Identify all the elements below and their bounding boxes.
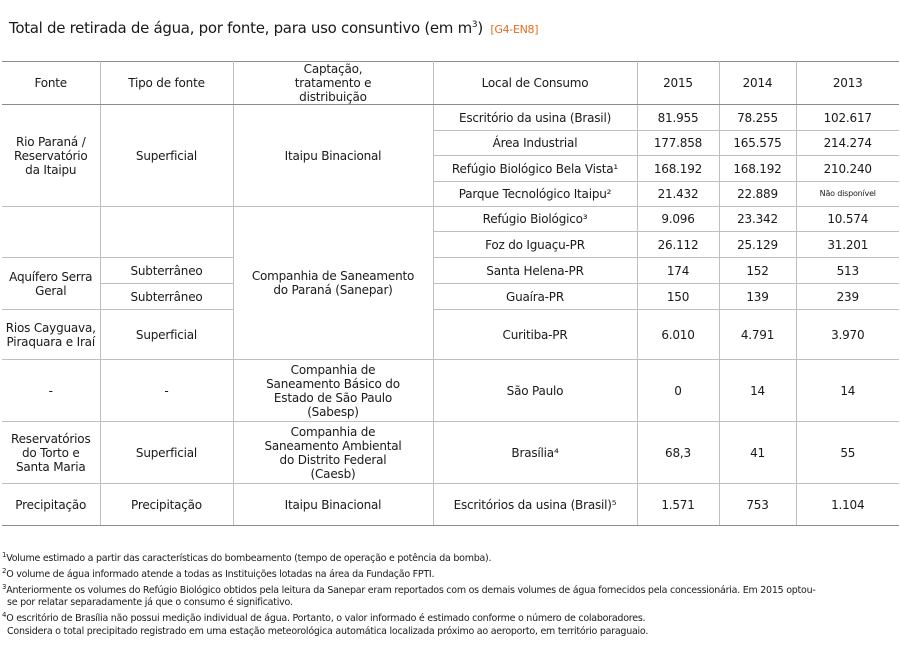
fonte-cell: - (2, 360, 100, 422)
value-2013: 210.240 (796, 156, 899, 182)
title-close: ) (477, 19, 483, 37)
title-superscript: 3 (471, 20, 478, 30)
footnote-marker: 3 (2, 583, 7, 592)
table-row (2, 484, 899, 526)
local-cell: Brasília⁴ (433, 422, 637, 484)
value-2015: 21.432 (637, 182, 719, 207)
value-2014: 22.889 (719, 182, 796, 207)
tipo-fonte-cell: Subterrâneo (100, 284, 233, 310)
local-cell: Parque Tecnológico Itaipu² (433, 182, 637, 207)
value-2015: 168.192 (637, 156, 719, 182)
footnote-text: se por relatar separadamente já que o consumo é significativo. (7, 597, 293, 609)
local-cell: Escritórios da usina (Brasil)⁵ (433, 484, 637, 526)
value-2014: 139 (719, 284, 796, 310)
value-2013: 14 (796, 360, 899, 422)
value-2013: 214.274 (796, 131, 899, 156)
value-2014: 168.192 (719, 156, 796, 182)
captacao-cell: Companhia de Saneamento Básico do Estado de São Paulo (Sabesp) (233, 360, 433, 422)
local-cell: Foz do Iguaçu-PR (433, 232, 637, 258)
footnote (2, 581, 899, 597)
value-2014: 753 (719, 484, 796, 526)
table-row (2, 105, 899, 131)
fonte-cell: Precipitação (2, 484, 100, 526)
gri-tag: [G4-EN8] (490, 23, 539, 36)
tipo-fonte-cell: Subterrâneo (100, 258, 233, 284)
value-2015: 9.096 (637, 207, 719, 232)
table-row (2, 422, 899, 484)
tipo-fonte-cell: Precipitação (100, 484, 233, 526)
value-2014: 4.791 (719, 310, 796, 360)
tipo-fonte-cell: Superficial (100, 105, 233, 207)
local-cell: Refúgio Biológico³ (433, 207, 637, 232)
footnote (2, 597, 899, 609)
local-cell: Área Industrial (433, 131, 637, 156)
value-2013: 1.104 (796, 484, 899, 526)
value-2015: 68,3 (637, 422, 719, 484)
value-2014: 152 (719, 258, 796, 284)
value-2013: 102.617 (796, 105, 899, 131)
value-2013: 10.574 (796, 207, 899, 232)
table-row (2, 310, 899, 360)
captacao-cell: Itaipu Binacional (233, 105, 433, 207)
value-2013: 3.970 (796, 310, 899, 360)
header-2015: 2015 (637, 62, 719, 105)
fonte-cell (2, 207, 100, 258)
value-2014: 41 (719, 422, 796, 484)
footnote-text: O escritório de Brasília não possui medição individual de água. Portanto, o valor informado é estimado conforme o número de colaboradores. (6, 613, 646, 625)
value-2014: 165.575 (719, 131, 796, 156)
footnote (2, 549, 899, 565)
value-2013: 239 (796, 284, 899, 310)
footnote-marker: 4 (2, 611, 7, 620)
captacao-cell: Companhia de Saneamento do Paraná (Sanepar) (233, 207, 433, 360)
value-2015: 26.112 (637, 232, 719, 258)
tipo-fonte-cell: Superficial (100, 310, 233, 360)
header-row (2, 62, 899, 105)
value-2013: Não disponível (796, 182, 899, 207)
table-row (2, 284, 899, 310)
tipo-fonte-cell: - (100, 360, 233, 422)
footnote (2, 609, 899, 625)
tipo-fonte-cell: Superficial (100, 422, 233, 484)
local-cell: Refúgio Biológico Bela Vista¹ (433, 156, 637, 182)
captacao-cell: Companhia de Saneamento Ambiental do Distrito Federal (Caesb) (233, 422, 433, 484)
fonte-cell: Reservatórios do Torto e Santa Maria (2, 422, 100, 484)
footnote (2, 626, 899, 638)
header-2013: 2013 (796, 62, 899, 105)
footnote-text: Anteriormente os volumes do Refúgio Biológico obtidos pela leitura da Sanepar eram reportados com os demais volumes de água fornecidos pela concessionária. Em 2015 optou- (6, 585, 816, 597)
header-captacao: Captação, tratamento e distribuição (233, 62, 433, 105)
footnote (2, 565, 899, 581)
header-local-consumo: Local de Consumo (433, 62, 637, 105)
local-cell: Guaíra-PR (433, 284, 637, 310)
fonte-cell: Rios Cayguava, Piraquara e Iraí (2, 310, 100, 360)
table-row (2, 258, 899, 284)
value-2014: 23.342 (719, 207, 796, 232)
fonte-cell: Aquífero Serra Geral (2, 258, 100, 310)
value-2015: 0 (637, 360, 719, 422)
tipo-fonte-cell (100, 207, 233, 258)
local-cell: Santa Helena-PR (433, 258, 637, 284)
footnotes (2, 549, 899, 638)
footnote-text: Volume estimado a partir das características do bombeamento (tempo de operação e potência da bomba). (6, 553, 492, 565)
footnote-text: Considera o total precipitado registrado em uma estação meteorológica automática localizada próximo ao aeroporto, em território paraguaio. (7, 625, 649, 637)
header-tipo-fonte: Tipo de fonte (100, 62, 233, 105)
header-2014: 2014 (719, 62, 796, 105)
footnote-text: O volume de água informado atende a todas as Instituições lotadas na área da Fundação FPTI. (6, 569, 435, 581)
local-cell: Curitiba-PR (433, 310, 637, 360)
water-withdrawal-table (2, 61, 899, 526)
value-2015: 1.571 (637, 484, 719, 526)
fonte-cell: Rio Paraná / Reservatório da Itaipu (2, 105, 100, 207)
footnote-marker: 2 (2, 567, 7, 576)
table-row (2, 360, 899, 422)
value-2013: 31.201 (796, 232, 899, 258)
page-title (9, 19, 538, 37)
captacao-cell: Itaipu Binacional (233, 484, 433, 526)
value-2014: 14 (719, 360, 796, 422)
footnote-marker: 1 (2, 551, 7, 559)
header-fonte: Fonte (2, 62, 100, 105)
title-text: Total de retirada de água, por fonte, para uso consuntivo (em m (9, 19, 472, 37)
value-2013: 513 (796, 258, 899, 284)
value-2013: 55 (796, 422, 899, 484)
value-2015: 174 (637, 258, 719, 284)
value-2015: 81.955 (637, 105, 719, 131)
value-2014: 25.129 (719, 232, 796, 258)
value-2015: 150 (637, 284, 719, 310)
table-row (2, 207, 899, 232)
local-cell: São Paulo (433, 360, 637, 422)
value-2015: 177.858 (637, 131, 719, 156)
value-2014: 78.255 (719, 105, 796, 131)
local-cell: Escritório da usina (Brasil) (433, 105, 637, 131)
value-2015: 6.010 (637, 310, 719, 360)
